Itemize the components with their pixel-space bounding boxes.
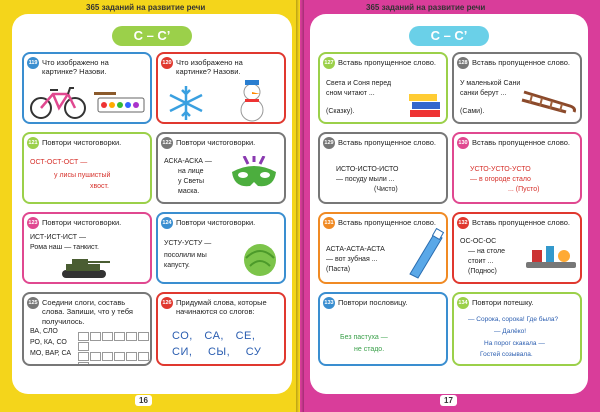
sentence-line: УСТО-УСТО-УСТО: [470, 166, 531, 173]
task-number: 131: [323, 217, 335, 229]
task-instruction: Повтори чистоговорки.: [176, 138, 256, 147]
tongue-twister-line: ИСТ-ИСТ-ИСТ —: [30, 234, 86, 241]
task-number: 127: [323, 57, 335, 69]
sled-icon: [520, 84, 578, 116]
tongue-twister-line: хвост.: [90, 183, 109, 190]
syllable-row: [172, 346, 261, 360]
task-number: 121: [27, 137, 39, 149]
task-number: 126: [161, 297, 173, 309]
syllable: СО,: [172, 330, 193, 342]
sentence-line: АСТА-АСТА-АСТА: [326, 246, 385, 253]
task-card-124: [156, 212, 286, 284]
task-instruction: Соедини слоги, составь слова. Запиши, что у тебя получилось.: [42, 298, 133, 326]
syllable-row: ВА, СЛО: [30, 328, 58, 335]
books-icon: [406, 88, 444, 120]
task-number: 132: [457, 217, 469, 229]
right-panel: [310, 14, 588, 394]
task-card-120: [156, 52, 286, 124]
carnival-mask-icon: [228, 156, 280, 196]
page-number: 17: [440, 395, 457, 406]
task-card-125: [22, 292, 152, 366]
rhyme-line: — Сорока, сорока! Где была?: [468, 316, 559, 323]
task-card-119: [22, 52, 152, 124]
task-instruction: Повтори чистоговорки.: [42, 218, 122, 227]
task-instruction: Придумай слова, которые начинаются со слогов:: [176, 298, 267, 317]
right-page: [300, 0, 600, 412]
task-card-130: [452, 132, 582, 204]
task-number: 124: [161, 217, 173, 229]
tongue-twister-line: УСТУ-УСТУ —: [164, 240, 212, 247]
syllable: СЫ,: [207, 346, 231, 358]
tray-icon: [524, 240, 578, 276]
answer-grid[interactable]: [78, 332, 150, 366]
task-instruction: Вставь пропущенное слово.: [472, 218, 570, 227]
sentence-line: санки берут ...: [460, 90, 507, 97]
task-card-132: [452, 212, 582, 284]
page-header: 365 заданий на развитие речи: [86, 3, 206, 12]
tongue-twister-line: у Светы: [178, 178, 205, 185]
page-number: 16: [135, 395, 152, 406]
task-instruction: Что изображено на картинке? Назови.: [176, 58, 243, 77]
sentence-line: стоит ...: [468, 258, 494, 265]
task-number: 125: [27, 297, 39, 309]
sentence-line: У маленькой Сани: [460, 80, 521, 87]
task-instruction: Вставь пропущенное слово.: [338, 218, 436, 227]
tongue-twister-line: АСКА-АСКА —: [164, 158, 212, 165]
task-number: 123: [27, 217, 39, 229]
syllable: СЕ,: [235, 330, 256, 342]
task-card-127: [318, 52, 448, 124]
sentence-line: — вот зубная ...: [326, 256, 378, 263]
answer-hint: (Паста): [326, 266, 351, 273]
tongue-twister-line: маска.: [178, 188, 200, 195]
task-number: 134: [457, 297, 469, 309]
syllable-row: МО, ВАР, СА: [30, 350, 72, 357]
paints-icon: [92, 88, 148, 120]
proverb-line: не стадо.: [354, 346, 385, 353]
task-instruction: Вставь пропущенное слово.: [472, 138, 570, 147]
sentence-line: ОС-ОС-ОС: [460, 238, 497, 245]
snowman-icon: [228, 78, 276, 122]
answer-hint: ... (Пусто): [508, 186, 540, 193]
task-number: 133: [323, 297, 335, 309]
sentence-line: ИСТО-ИСТО-ИСТО: [336, 166, 399, 173]
section-title: С – С’: [112, 26, 192, 46]
answer-hint: (Сами).: [460, 108, 485, 115]
task-number: 119: [27, 57, 39, 69]
bicycle-icon: [28, 84, 88, 120]
task-instruction: Повтори чистоговорки.: [42, 138, 122, 147]
task-number: 129: [323, 137, 335, 149]
sentence-line: — на столе: [468, 248, 505, 255]
proverb-line: Без пастуха —: [340, 334, 388, 341]
tongue-twister-line: ОСТ-ОСТ-ОСТ —: [30, 159, 88, 166]
task-card-128: [452, 52, 582, 124]
sentence-line: — в огороде стало: [470, 176, 531, 183]
task-number: 130: [457, 137, 469, 149]
answer-hint: (Поднос): [468, 268, 497, 275]
snowflake-icon: [166, 84, 206, 122]
answer-hint: (Чисто): [374, 186, 398, 193]
sentence-line: Света и Соня перед: [326, 80, 392, 87]
task-instruction: Повтори потешку.: [472, 298, 534, 307]
tongue-twister-line: капусту.: [164, 262, 190, 269]
rhyme-line: На порог скакала —: [484, 340, 545, 347]
task-card-129: [318, 132, 448, 204]
task-number: 122: [161, 137, 173, 149]
task-card-134: [452, 292, 582, 366]
task-instruction: Вставь пропущенное слово.: [338, 138, 436, 147]
rhyme-line: Гостей созывала.: [480, 351, 533, 358]
task-instruction: Повтори чистоговорки.: [176, 218, 256, 227]
rhyme-line: — Далёко!: [494, 328, 527, 335]
syllable-row: [172, 330, 255, 344]
tank-icon: [54, 256, 114, 280]
task-instruction: Повтори пословицу.: [338, 298, 408, 307]
sentence-line: сном читают ...: [326, 90, 375, 97]
task-card-122: [156, 132, 286, 204]
tongue-twister-line: на лице: [178, 168, 204, 175]
tongue-twister-line: посолили мы: [164, 252, 207, 259]
task-card-126: [156, 292, 286, 366]
task-number: 128: [457, 57, 469, 69]
syllable: СУ: [245, 346, 262, 358]
task-card-133: [318, 292, 448, 366]
syllable: СА,: [204, 330, 224, 342]
task-instruction: Вставь пропущенное слово.: [338, 58, 436, 67]
task-instruction: Вставь пропущенное слово.: [472, 58, 570, 67]
page-header: 365 заданий на развитие речи: [366, 3, 486, 12]
answer-hint: (Сказку).: [326, 108, 355, 115]
toothpaste-icon: [404, 228, 446, 280]
cabbage-icon: [238, 236, 282, 278]
syllable-row: РО, КА, СО: [30, 339, 67, 346]
task-card-123: [22, 212, 152, 284]
task-card-121: [22, 132, 152, 204]
task-number: 120: [161, 57, 173, 69]
left-panel: [12, 14, 292, 394]
sentence-line: — посуду мыли ...: [336, 176, 395, 183]
section-title: С – С’: [409, 26, 489, 46]
tongue-twister-line: у лисы пушистый: [54, 172, 111, 179]
tongue-twister-line: Рома наш — танкист.: [30, 244, 99, 251]
syllable: СИ,: [172, 346, 193, 358]
task-instruction: Что изображено на картинке? Назови.: [42, 58, 109, 77]
task-card-131: [318, 212, 448, 284]
